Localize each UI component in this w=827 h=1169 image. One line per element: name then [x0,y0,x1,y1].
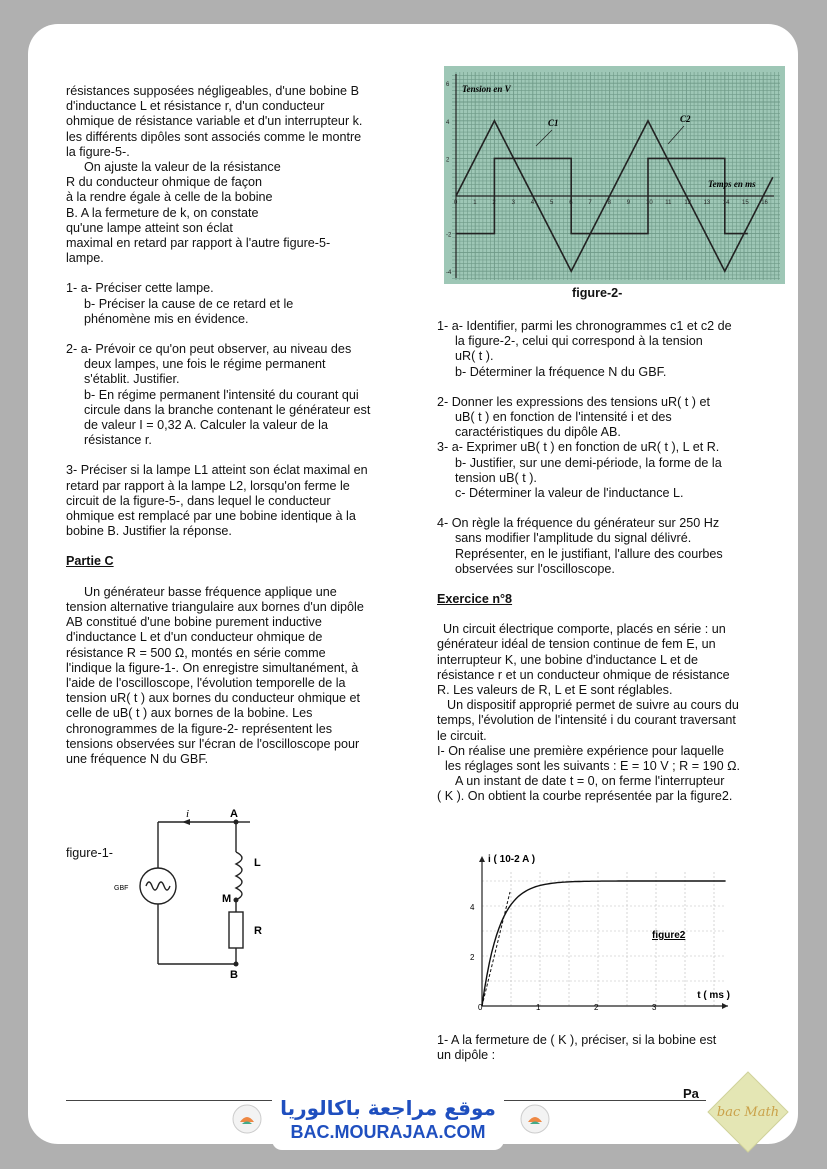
figure-2-caption: figure-2- [572,286,623,300]
svg-text:0: 0 [454,200,458,206]
circuit-diagram [112,808,292,980]
svg-text:4: 4 [446,119,450,126]
svg-text:14: 14 [722,200,730,206]
ex-line: résistance r et un conducteur ohmique de résistance [437,667,730,682]
ex-line: générateur idéal de tension continue de fem E, un [437,637,716,652]
partie-line: Un générateur basse fréquence applique une [84,584,337,599]
question-3-cont: bobine B. Justifier la réponse. [66,524,232,539]
svg-text:1: 1 [473,200,477,206]
site-url[interactable]: BAC.MOURAJAA.COM [290,1122,486,1142]
site-banner[interactable] [272,1088,504,1150]
r-question-4-cont: Représenter, en le justifiant, l'allure des courbes [455,546,723,561]
circuit-b-label: B [230,969,238,980]
current-graph [462,852,732,1012]
partie-line: AB constitué d'une bobine purement inductive [66,615,322,630]
intro-line: lampe. [66,251,104,266]
question-1b-cont: phénomène mis en évidence. [84,311,249,326]
graph-x1: 1 [536,1003,541,1012]
intro-line: à la rendre égale à celle de la bobine [66,190,273,205]
ex-line: interrupteur K, une bobine d'inductance L et de [437,652,698,667]
circuit-i-label: i [186,808,190,820]
question-2a: 2- a- Prévoir ce qu'on peut observer, au niveau des [66,342,352,357]
svg-text:-2: -2 [446,232,452,239]
svg-text:6: 6 [446,82,450,89]
r-question-1a: 1- a- Identifier, parmi les chronogrammes c1 et c2 de [437,319,732,333]
fig2-ylabel: Tension en V [462,84,511,94]
question-2a-cont: s'établit. Justifier. [84,372,180,387]
graph-x0: 0 [478,1003,483,1012]
partie-line: tensions observées sur l'écran de l'oscilloscope pour [66,736,360,751]
svg-text:10: 10 [646,200,653,206]
graph-x3: 3 [652,1003,657,1012]
ex-line: R. Les valeurs de R, L et E sont réglables. [437,683,673,698]
question-3-cont: retard par rapport à la lampe L2, lorsqu'on ferme le [66,478,350,493]
partie-line: d'inductance L et d'un conducteur ohmique de [66,630,323,645]
final-question-line: un dipôle : [437,1048,496,1063]
svg-text:9: 9 [626,200,631,206]
ex-line: Un dispositif approprié permet de suivre au cours du [447,698,739,713]
r-question-1a-cont: uR( t ). [455,349,494,364]
circuit-m-label: M [222,893,232,905]
svg-text:2: 2 [446,157,450,164]
question-2b-cont: circule dans la branche contenant le générateur est [84,402,371,417]
svg-text:12: 12 [684,200,692,206]
svg-text:15: 15 [742,200,749,206]
graph-ylabel: i ( 10-2 A ) [488,854,536,865]
graph-y2: 2 [470,953,475,962]
fig2-c2-label: C2 [680,114,691,124]
r-question-4: 4- On règle la fréquence du générateur sur 250 Hz [437,516,720,531]
intro-line: les différents dipôles sont associés comme le montre [66,129,362,144]
svg-text:3: 3 [511,200,515,206]
circuit-r-label: R [254,925,262,937]
site-logo-icon [520,1104,550,1134]
fig2-c1-label: C1 [548,118,559,128]
partie-line: tension alternative triangulaire aux bornes d'un dipôle [66,599,364,614]
partie-line: tension uR( t ) aux bornes du conducteur ohmique et [66,691,361,706]
graph-xlabel: t ( ms ) [697,990,730,1001]
intro-line: d'inductance L et résistance r, d'un conducteur [66,99,325,114]
svg-text:5: 5 [550,200,554,206]
r-question-3b: b- Justifier, sur une demi-période, la forme de la [455,455,722,470]
svg-text:11: 11 [665,200,672,206]
r-question-1b: b- Déterminer la fréquence N du GBF. [455,364,667,379]
svg-text:8: 8 [607,200,611,206]
svg-text:13: 13 [703,200,711,206]
partie-line: chronogrammes de la figure-2- représentent les [66,721,332,736]
intro-line: R du conducteur ohmique de façon [66,175,263,190]
question-3-cont: circuit de la figure-5-, dans lequel le conducteur [66,493,331,508]
figure-1-label: figure-1- [66,846,113,860]
fig2-xlabel: Temps en ms [708,179,756,189]
question-1a: 1- a- Préciser cette lampe. [66,281,214,296]
question-3: 3- Préciser si la lampe L1 atteint son éclat maximal en [66,463,368,478]
site-arabic-title: موقع مراجعة باكالوريا [280,1096,496,1120]
r-question-3c: c- Déterminer la valeur de l'inductance L. [455,486,684,501]
r-question-4-cont: observées sur l'oscilloscope. [455,561,615,576]
intro-line: On ajuste la valeur de la résistance [84,160,281,175]
svg-text:4: 4 [530,200,535,206]
partie-line: une fréquence N du GBF. [66,751,209,766]
exercice-title: Exercice n°8 [437,592,513,607]
svg-text:16: 16 [761,200,768,206]
r-question-4-cont: sans modifier l'amplitude du signal délivré. [455,531,692,546]
right-column [437,319,767,805]
intro-line: maximal en retard par rapport à l'autre figure-5- [66,236,331,251]
r-question-2-cont: caractéristiques du dipôle AB. [455,425,621,440]
partie-line: celle de uB( t ) aux bornes de la bobine. Les [66,706,313,721]
page-number: Pa [683,1086,699,1101]
graph-y4: 4 [470,903,475,912]
partie-line: l'aide de l'oscilloscope, l'évolution temporelle de la [66,675,346,690]
part-i-line: les réglages sont les suivants : E = 10 V ; R = 190 Ω. [445,759,741,774]
intro-line: ohmique de résistance variable et d'un interrupteur k. [66,114,363,129]
r-question-2: 2- Donner les expressions des tensions uR( t ) et [437,394,710,409]
ex-line: temps, l'évolution de l'intensité i du courant traversant [437,713,736,728]
final-question [437,1033,767,1063]
r-question-2-cont: uB( t ) en fonction de l'intensité i et des [455,410,672,425]
part-i-line: ( K ). On obtient la courbe représentée par la figure2. [437,789,733,804]
svg-text:7: 7 [588,200,592,206]
figure-2-chart [444,66,785,284]
r-question-3a: 3- a- Exprimer uB( t ) en fonction de uR( t ), L et R. [437,440,720,455]
circuit-gbf-label: GBF [114,885,129,892]
circuit-a-label: A [230,808,238,820]
question-2b-cont: résistance r. [84,433,152,448]
final-question-line: 1- A la fermeture de ( K ), préciser, si la bobine est [437,1033,717,1047]
svg-text:-4: -4 [446,270,452,277]
graph-caption: figure2 [652,930,686,941]
intro-line: B. A la fermeture de k, on constate [66,205,259,220]
question-2b: b- En régime permanent l'intensité du courant qui [84,387,359,402]
ex-line: Un circuit électrique comporte, placés en série : un [443,622,726,637]
partie-line: l'indique la figure-1-. On enregistre simultanément, à [66,660,359,675]
partie-c-title: Partie C [66,554,114,569]
left-column [66,84,396,767]
site-logo-icon [232,1104,262,1134]
svg-text:6: 6 [569,200,573,206]
circuit-l-label: L [254,857,261,869]
intro-line: résistances supposées négligeables, d'une bobine B [66,84,359,98]
part-i-line: I- On réalise une première expérience pour laquelle [437,743,725,758]
question-3-cont: ohmique est remplacé par une bobine identique à la [66,509,356,524]
bac-math-badge [706,1070,790,1154]
partie-line: résistance R = 500 Ω, montés en série comme [66,645,326,660]
intro-line: qu'une lampe atteint son éclat [66,220,233,235]
part-i-line: A un instant de date t = 0, on ferme l'interrupteur [455,774,725,789]
ex-line: le circuit. [437,728,487,743]
r-question-3b-cont: tension uB( t ). [455,470,537,485]
intro-line: la figure-5-. [66,144,130,159]
question-1b: b- Préciser la cause de ce retard et le [84,296,294,311]
question-2b-cont: de valeur I = 0,32 A. Calculer la valeur de la [84,418,328,433]
bac-math-badge-text: bac Math [716,1105,780,1120]
question-2a-cont: deux lampes, une fois le régime permanent [84,357,326,372]
graph-x2: 2 [594,1003,599,1012]
svg-text:2: 2 [492,200,496,206]
r-question-1a-cont: la figure-2-, celui qui correspond à la tension [455,334,703,349]
